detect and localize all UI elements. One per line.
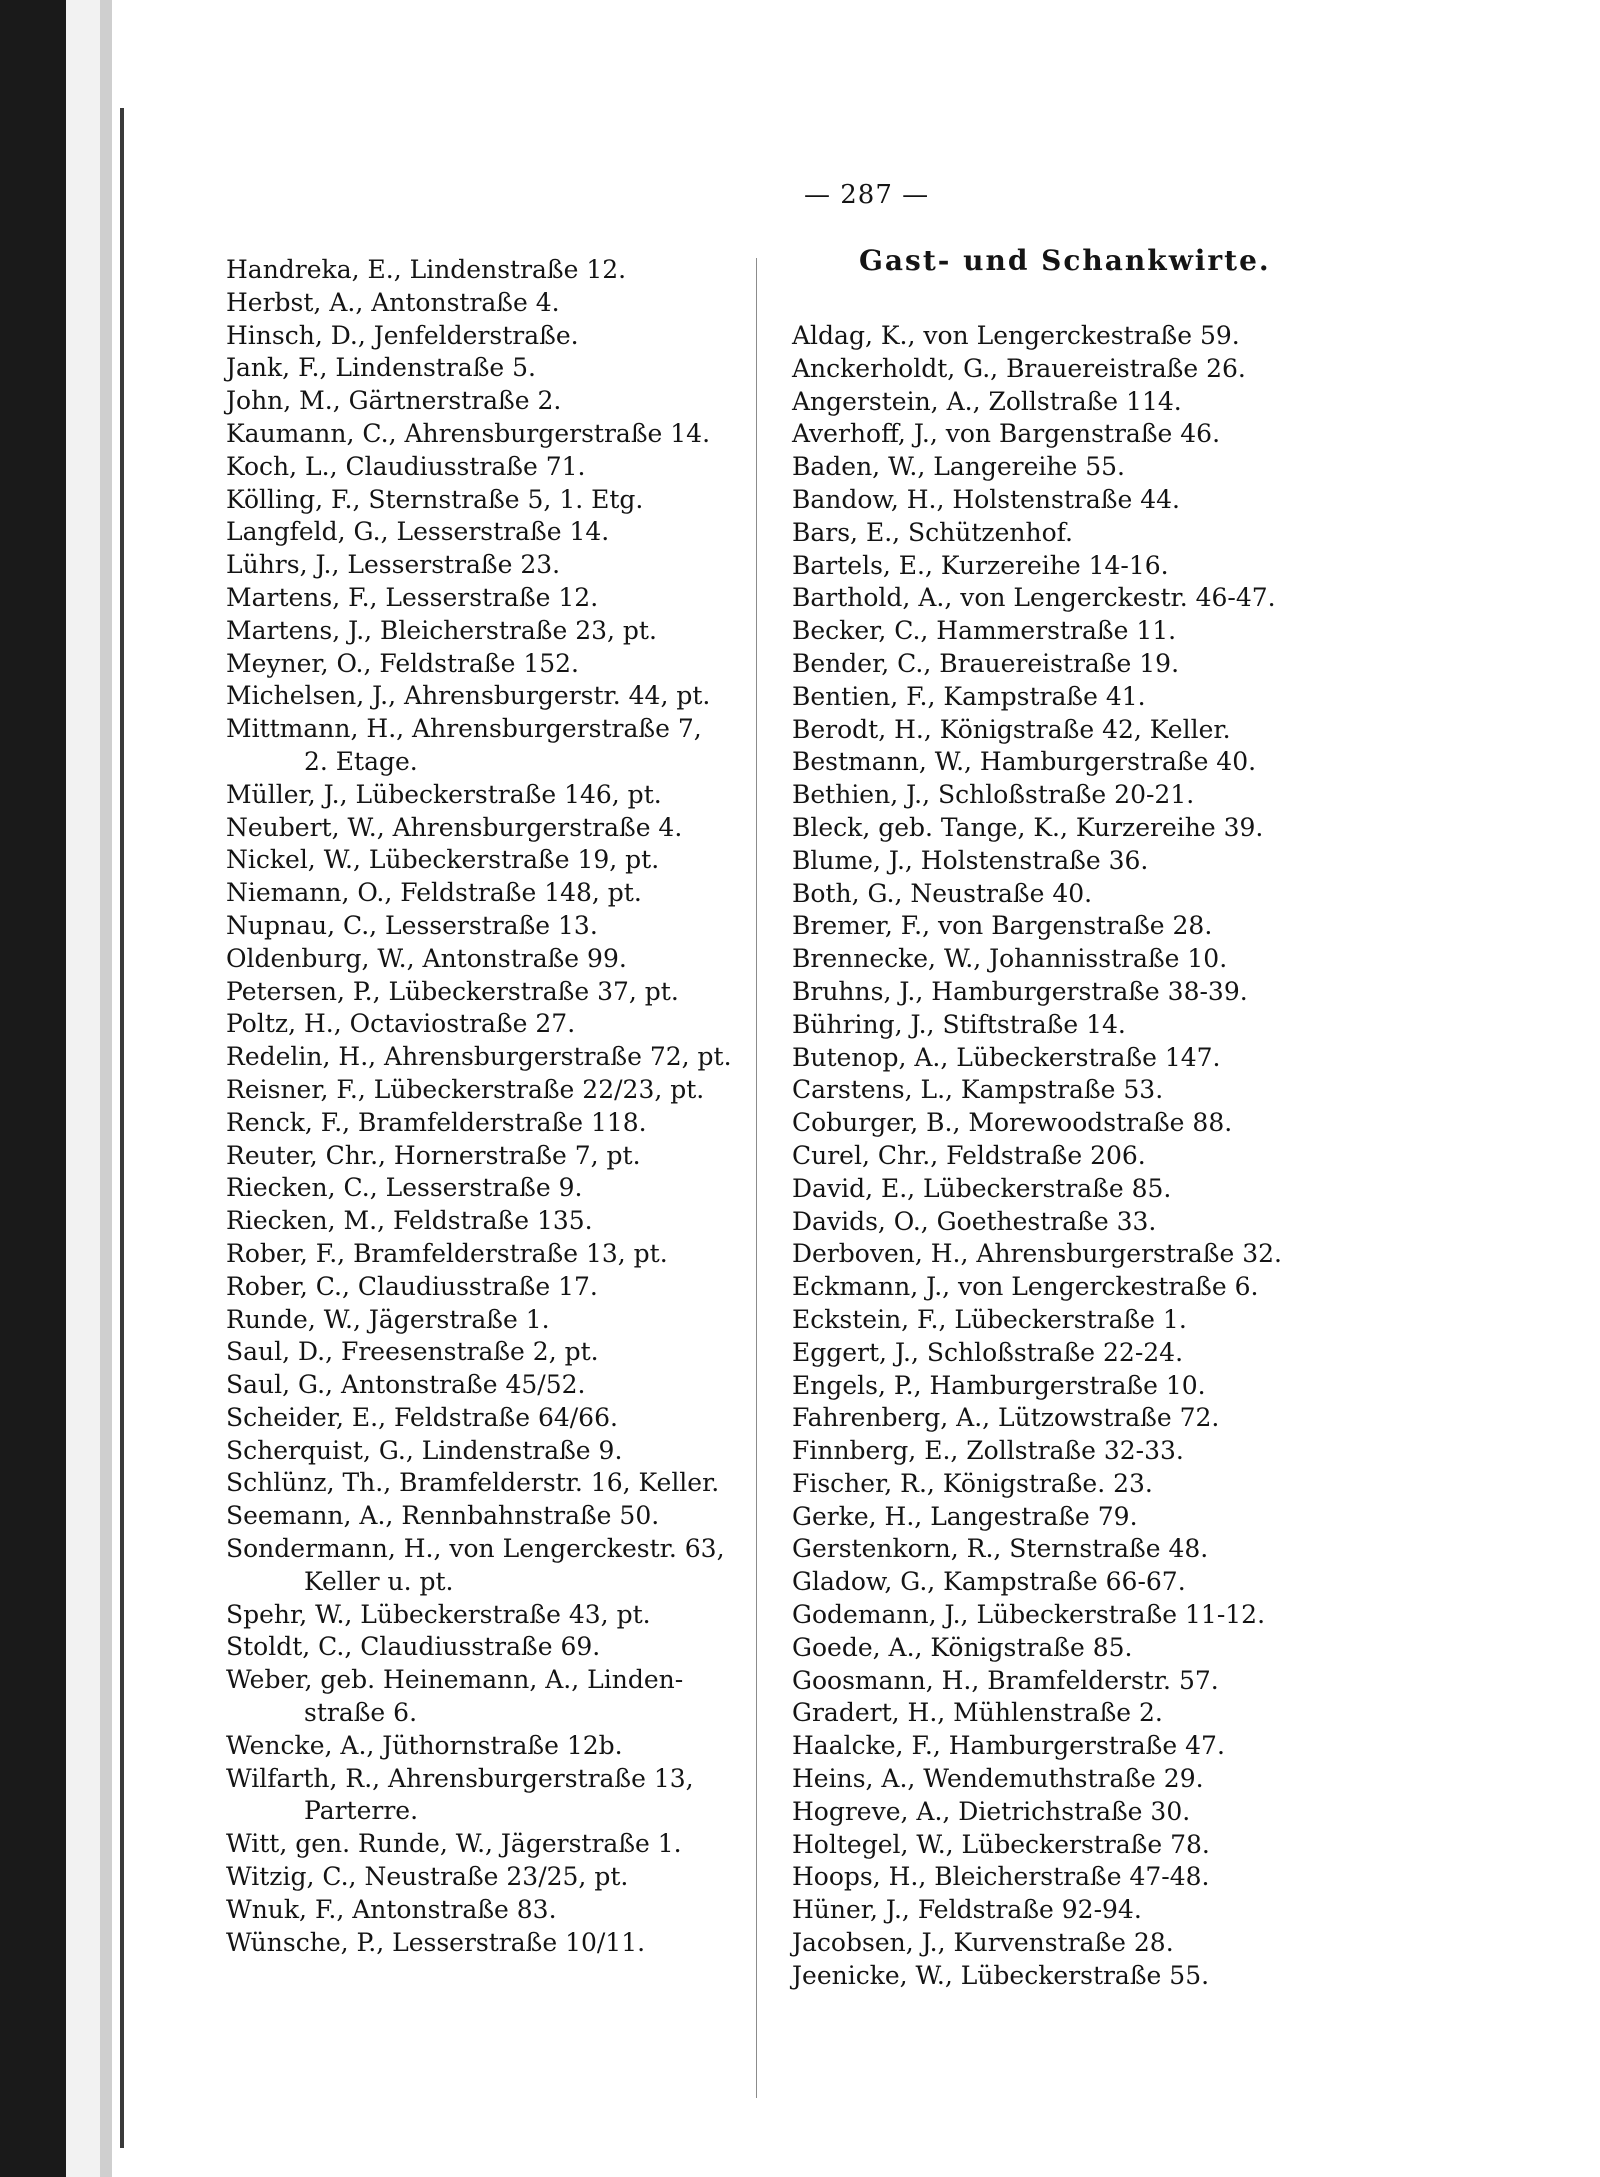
directory-entry: Berodt, H., Königstraße 42, Keller. <box>792 714 1231 744</box>
directory-entry: Bethien, J., Schloßstraße 20-21. <box>792 780 1195 810</box>
left-column <box>226 254 866 1959</box>
directory-entry: Jank, F., Lindenstraße 5. <box>226 353 536 383</box>
directory-entry: Brennecke, W., Johannisstraße 10. <box>792 944 1228 974</box>
directory-entry: Mittmann, H., Ahrensburgerstraße 7, <box>226 714 702 744</box>
directory-entry: Spehr, W., Lübeckerstraße 43, pt. <box>226 1599 651 1629</box>
directory-entry: Averhoff, J., von Bargenstraße 46. <box>792 419 1221 449</box>
directory-entry: Gladow, G., Kampstraße 66-67. <box>792 1567 1186 1597</box>
directory-entry: Nupnau, C., Lesserstraße 13. <box>226 910 598 940</box>
page-number: — 287 — <box>804 180 930 210</box>
directory-entry: Aldag, K., von Lengerckestraße 59. <box>792 321 1240 350</box>
directory-entry: Rober, F., Bramfelderstraße 13, pt. <box>226 1238 668 1268</box>
directory-entry: Nickel, W., Lübeckerstraße 19, pt. <box>226 845 660 875</box>
directory-entry: Sondermann, H., von Lengerckestr. 63, <box>226 1534 725 1564</box>
directory-entry: Weber, geb. Heinemann, A., Linden- <box>226 1665 684 1695</box>
directory-entry: Schlünz, Th., Bramfelderstr. 16, Keller. <box>226 1468 720 1498</box>
directory-entry: Engels, P., Hamburgerstraße 10. <box>792 1370 1206 1400</box>
directory-entry: Stoldt, C., Claudiusstraße 69. <box>226 1632 601 1662</box>
section-heading: Gast- und Schankwirte. <box>859 244 1271 277</box>
directory-entry: Herbst, A., Antonstraße 4. <box>226 287 560 317</box>
directory-entry: Bars, E., Schützenhof. <box>792 517 1073 547</box>
directory-entry: Saul, G., Antonstraße 45/52. <box>226 1370 586 1400</box>
directory-entry: Angerstein, A., Zollstraße 114. <box>792 386 1182 416</box>
right-column <box>792 320 1432 1993</box>
directory-entry: Wnuk, F., Antonstraße 83. <box>226 1894 557 1924</box>
directory-entry: Oldenburg, W., Antonstraße 99. <box>226 943 627 973</box>
directory-entry: Goede, A., Königstraße 85. <box>792 1632 1133 1662</box>
directory-entry: Carstens, L., Kampstraße 53. <box>792 1075 1164 1105</box>
directory-entry: Saul, D., Freesenstraße 2, pt. <box>226 1337 599 1367</box>
directory-entry: Eckmann, J., von Lengerckestraße 6. <box>792 1272 1259 1302</box>
directory-entry: Hüner, J., Feldstraße 92-94. <box>792 1895 1142 1925</box>
directory-entry: Riecken, C., Lesserstraße 9. <box>226 1173 583 1203</box>
directory-entry: Riecken, M., Feldstraße 135. <box>226 1206 593 1236</box>
directory-entry: Bentien, F., Kampstraße 41. <box>792 681 1146 711</box>
directory-entry: Koch, L., Claudiusstraße 71. <box>226 451 586 481</box>
directory-entry: Fahrenberg, A., Lützowstraße 72. <box>792 1403 1220 1433</box>
directory-entry: Langfeld, G., Lesserstraße 14. <box>226 517 610 547</box>
directory-entry: Godemann, J., Lübeckerstraße 11-12. <box>792 1600 1266 1630</box>
directory-entry: Witt, gen. Runde, W., Jägerstraße 1. <box>226 1829 682 1859</box>
directory-entry: Redelin, H., Ahrensburgerstraße 72, pt. <box>226 1042 732 1072</box>
directory-entry: 2. Etage. <box>304 746 418 776</box>
directory-entry: Butenop, A., Lübeckerstraße 147. <box>792 1042 1221 1072</box>
directory-entry: Heins, A., Wendemuthstraße 29. <box>792 1764 1204 1794</box>
directory-entry: Müller, J., Lübeckerstraße 146, pt. <box>226 779 662 809</box>
directory-entry: Derboven, H., Ahrensburgerstraße 32. <box>792 1239 1282 1269</box>
directory-entry: Hogreve, A., Dietrichstraße 30. <box>792 1796 1191 1826</box>
directory-entry: straße 6. <box>304 1698 418 1728</box>
directory-entry: Gradert, H., Mühlenstraße 2. <box>792 1698 1163 1728</box>
directory-entry: Wencke, A., Jüthornstraße 12b. <box>226 1730 623 1760</box>
directory-entry: Bruhns, J., Hamburgerstraße 38-39. <box>792 976 1248 1006</box>
directory-entry: Jeenicke, W., Lübeckerstraße 55. <box>792 1960 1210 1990</box>
directory-entry: Gerstenkorn, R., Sternstraße 48. <box>792 1534 1209 1564</box>
directory-entry: Hinsch, D., Jenfelderstraße. <box>226 320 579 350</box>
directory-entry: Reuter, Chr., Hornerstraße 7, pt. <box>226 1140 641 1170</box>
directory-entry: Barthold, A., von Lengerckestr. 46-47. <box>792 583 1276 613</box>
directory-entry: Bühring, J., Stiftstraße 14. <box>792 1009 1126 1039</box>
directory-entry: Anckerholdt, G., Brauereistraße 26. <box>792 353 1246 383</box>
directory-entry: Keller u. pt. <box>304 1566 454 1596</box>
directory-entry: Bandow, H., Holstenstraße 44. <box>792 484 1180 514</box>
directory-entry: John, M., Gärtnerstraße 2. <box>226 386 562 416</box>
directory-entry: Witzig, C., Neustraße 23/25, pt. <box>226 1862 629 1892</box>
directory-entry: Gerke, H., Langestraße 79. <box>792 1501 1138 1531</box>
directory-entry: Hoops, H., Bleicherstraße 47-48. <box>792 1862 1210 1892</box>
directory-entry: Kölling, F., Sternstraße 5, 1. Etg. <box>226 484 644 514</box>
directory-entry: Jacobsen, J., Kurvenstraße 28. <box>792 1928 1174 1958</box>
directory-entry: David, E., Lübeckerstraße 85. <box>792 1173 1172 1203</box>
directory-entry: Bestmann, W., Hamburgerstraße 40. <box>792 747 1257 777</box>
directory-entry: Baden, W., Langereihe 55. <box>792 452 1125 482</box>
directory-entry: Scherquist, G., Lindenstraße 9. <box>226 1435 623 1465</box>
directory-entry: Bleck, geb. Tange, K., Kurzereihe 39. <box>792 812 1264 842</box>
directory-entry: Parterre. <box>304 1796 419 1826</box>
directory-entry: Neubert, W., Ahrensburgerstraße 4. <box>226 812 683 842</box>
directory-entry: Eggert, J., Schloßstraße 22-24. <box>792 1337 1184 1367</box>
directory-entry: Bartels, E., Kurzereihe 14-16. <box>792 550 1169 580</box>
directory-entry: Holtegel, W., Lübeckerstraße 78. <box>792 1829 1210 1859</box>
directory-entry: Reisner, F., Lübeckerstraße 22/23, pt. <box>226 1074 705 1104</box>
directory-entry: Seemann, A., Rennbahnstraße 50. <box>226 1501 660 1531</box>
directory-entry: Davids, O., Goethestraße 33. <box>792 1206 1157 1236</box>
directory-entry: Rober, C., Claudiusstraße 17. <box>226 1271 598 1301</box>
directory-entry: Niemann, O., Feldstraße 148, pt. <box>226 878 642 908</box>
directory-entry: Petersen, P., Lübeckerstraße 37, pt. <box>226 976 679 1006</box>
directory-entry: Runde, W., Jägerstraße 1. <box>226 1304 550 1334</box>
directory-entry: Becker, C., Hammerstraße 11. <box>792 616 1177 646</box>
directory-entry: Both, G., Neustraße 40. <box>792 878 1093 908</box>
directory-entry: Lührs, J., Lesserstraße 23. <box>226 550 561 580</box>
directory-entry: Bremer, F., von Bargenstraße 28. <box>792 911 1213 941</box>
directory-entry: Kaumann, C., Ahrensburgerstraße 14. <box>226 418 711 448</box>
directory-entry: Bender, C., Brauereistraße 19. <box>792 648 1180 678</box>
directory-entry: Wünsche, P., Lesserstraße 10/11. <box>226 1927 646 1957</box>
directory-entry: Wilfarth, R., Ahrensburgerstraße 13, <box>226 1763 694 1793</box>
directory-entry: Coburger, B., Morewoodstraße 88. <box>792 1108 1233 1138</box>
directory-entry: Renck, F., Bramfelderstraße 118. <box>226 1107 647 1137</box>
directory-entry: Haalcke, F., Hamburgerstraße 47. <box>792 1731 1225 1761</box>
directory-entry: Finnberg, E., Zollstraße 32-33. <box>792 1436 1184 1466</box>
directory-entry: Martens, J., Bleicherstraße 23, pt. <box>226 615 657 645</box>
directory-entry: Curel, Chr., Feldstraße 206. <box>792 1140 1146 1170</box>
directory-entry: Michelsen, J., Ahrensburgerstr. 44, pt. <box>226 681 711 711</box>
directory-entry: Fischer, R., Königstraße. 23. <box>792 1468 1153 1498</box>
directory-entry: Poltz, H., Octaviostraße 27. <box>226 1009 576 1039</box>
previous-page-edge <box>0 0 112 2177</box>
directory-entry: Eckstein, F., Lübeckerstraße 1. <box>792 1304 1187 1334</box>
directory-entry: Blume, J., Holstenstraße 36. <box>792 845 1149 875</box>
directory-entry: Meyner, O., Feldstraße 152. <box>226 648 579 678</box>
directory-entry: Goosmann, H., Bramfelderstr. 57. <box>792 1665 1219 1695</box>
directory-entry: Martens, F., Lesserstraße 12. <box>226 582 599 612</box>
book-page <box>120 108 1524 2148</box>
directory-entry: Scheider, E., Feldstraße 64/66. <box>226 1402 618 1432</box>
directory-entry: Handreka, E., Lindenstraße 12. <box>226 255 627 284</box>
